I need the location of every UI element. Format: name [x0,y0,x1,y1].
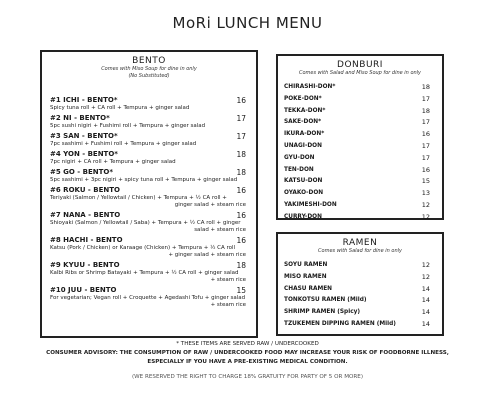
bento-item [50,96,246,112]
item-price: 12 [421,200,430,209]
item-description-line: Kalbi Ribs or Shrimp Batayaki + Tempura + ½ CA roll + ginger salad [50,270,239,276]
list-item [284,295,430,307]
list-item [284,212,430,224]
item-price: 16 [421,165,430,174]
item-name: MISO RAMEN [284,273,327,280]
bento-item [50,236,246,259]
item-description: 5pc sushi nigiri + Fushimi roll + Tempura + ginger salad [50,123,206,129]
list-item [284,319,430,331]
item-price: 15 [236,286,246,295]
item-name: TEN-DON [284,166,314,173]
item-price: 17 [236,132,246,141]
item-price: 17 [421,141,430,150]
item-price: 15 [421,177,430,186]
ramen-title: RAMEN [342,238,378,248]
list-item [284,117,430,129]
item-price: 12 [421,212,430,221]
item-name: #1 ICHI - BENTO* [50,96,118,104]
list-item [284,141,430,153]
item-name: UNAGI-DON [284,142,322,149]
item-description-line: + steam rice [210,277,246,283]
item-description [50,220,246,234]
item-name: TONKOTSU RAMEN (Mild) [284,297,367,304]
item-price: 18 [236,150,246,159]
item-name: IKURA-DON* [284,131,325,138]
bento-item [50,132,246,148]
item-description [50,245,246,259]
item-description-line: ginger salad + steam rice [174,202,246,208]
list-item [284,106,430,118]
item-price: 17 [236,114,246,123]
bento-title: BENTO [132,56,166,66]
item-name: SHRIMP RAMEN (Spicy) [284,309,361,316]
item-price: 16 [236,186,246,195]
raw-items-note: * THESE ITEMS ARE SERVED RAW / UNDERCOOKED [176,341,319,347]
item-price: 14 [421,296,430,305]
donburi-subtitle: Comes with Salad and Miso Soup for dine in only [298,70,422,76]
item-price: 16 [236,96,246,105]
item-price: 18 [421,106,430,115]
bento-item [50,186,246,209]
list-item [284,94,430,106]
item-name: #5 GO - BENTO* [50,168,114,176]
donburi-title: DONBURI [337,60,383,70]
item-description [50,270,246,284]
item-price: 16 [236,211,246,220]
item-price: 12 [421,261,430,269]
bento-subtitle: Comes with Miso Soup for dine in only [101,66,197,72]
item-description: 5pc sashimi + 3pc nigiri + spicy tuna roll + Tempura + ginger salad [50,177,238,183]
item-description-line: Shioyaki (Salmon / Yellowtail / Saba) + Tempura + ½ CA roll + ginger [50,220,241,226]
bento-item [50,150,246,166]
item-price: 14 [421,284,430,293]
item-price: 18 [236,261,246,270]
item-description-line: + steam rice [210,302,246,308]
item-description [50,195,246,209]
donburi-section [276,54,444,220]
item-price: 14 [421,308,430,317]
bento-section [40,50,258,338]
donburi-list [284,82,430,224]
item-name: #2 NI - BENTO* [50,114,110,122]
consumer-advisory-cont: ESPECIALLY IF YOU HAVE A PRE-EXISTING MEDICAL CONDITION. [147,359,348,365]
item-price: 17 [421,94,430,103]
item-name: TZUKEMEN DIPPING RAMEN (Mild) [284,320,396,327]
item-description-line: Teriyaki (Salmon / Yellowtail / Chicken) + Tempura + ½ CA roll + [50,195,227,201]
list-item [284,260,430,272]
item-name: #10 JUU - BENTO [50,286,117,294]
item-description: 7pc sashimi + Fushimi roll + Tempura + ginger salad [50,141,197,147]
item-name: GYU-DON [284,154,315,161]
item-name: KATSU-DON [284,178,323,185]
bento-item [50,286,246,309]
item-name: #6 ROKU - BENTO [50,186,120,194]
item-description-line: salad + steam rice [194,227,246,233]
item-name: SOYU RAMEN [284,262,328,268]
item-description [50,295,246,309]
bento-item [50,168,246,184]
bento-list [50,96,246,311]
item-name: YAKIMESHI-DON [284,201,337,208]
item-name: CURRY-DON [284,213,322,220]
ramen-list [284,260,430,331]
page-title: MoRi LUNCH MENU [172,14,323,32]
item-price: 18 [236,168,246,177]
gratuity-note: (WE RESERVED THE RIGHT TO CHARGE 18% GRATUITY FOR PARTY OF 5 OR MORE) [131,374,364,380]
list-item [284,200,430,212]
consumer-advisory: CONSUMER ADVISORY: THE CONSUMPTION OF RAW / UNDERCOOKED FOOD MAY INCREASE YOUR RISK OF FOODBORNE ILLNESS, [46,350,449,356]
list-item [284,165,430,177]
item-description-line: Katsu (Pork / Chicken) or Karaage (Chicken) + Tempura + ½ CA roll [50,245,236,251]
ramen-section [276,232,444,336]
item-price: 13 [421,189,430,198]
item-price: 18 [421,83,430,91]
item-name: OYAKO-DON [284,190,324,197]
ramen-subtitle: Comes with Salad for dine in only [318,248,402,254]
item-price: 14 [421,319,430,328]
list-item [284,284,430,296]
list-item [284,129,430,141]
list-item [284,272,430,284]
item-description-line: For vegetarian; Vegan roll + Croquette + Agedashi Tofu + ginger salad [50,295,246,301]
list-item [284,307,430,319]
item-name: #3 SAN - BENTO* [50,132,118,140]
list-item [284,82,430,94]
list-item [284,188,430,200]
bento-item [50,211,246,234]
item-description-line: + ginger salad + steam rice [168,252,246,258]
item-name: TEKKA-DON* [284,107,326,114]
item-price: 17 [421,153,430,162]
list-item [284,176,430,188]
item-name: SAKE-DON* [284,119,322,126]
bento-item [50,114,246,130]
list-item [284,153,430,165]
item-name: #8 HACHI - BENTO [50,236,123,244]
item-description: Spicy tuna roll + CA roll + Tempura + ginger salad [50,105,190,111]
item-description: 7pc nigiri + CA roll + Tempura + ginger salad [50,159,176,165]
item-price: 17 [421,118,430,127]
item-name: CHIRASHI-DON* [284,84,336,90]
bento-note: (No Substituted) [128,73,170,79]
item-price: 16 [421,130,430,139]
item-name: POKE-DON* [284,95,322,102]
item-price: 16 [236,236,246,245]
item-name: #7 NANA - BENTO [50,211,121,219]
item-name: #4 YON - BENTO* [50,150,118,158]
item-name: CHASU RAMEN [284,285,333,292]
bento-item [50,261,246,284]
item-name: #9 KYUU - BENTO [50,261,120,269]
item-price: 12 [421,272,430,281]
